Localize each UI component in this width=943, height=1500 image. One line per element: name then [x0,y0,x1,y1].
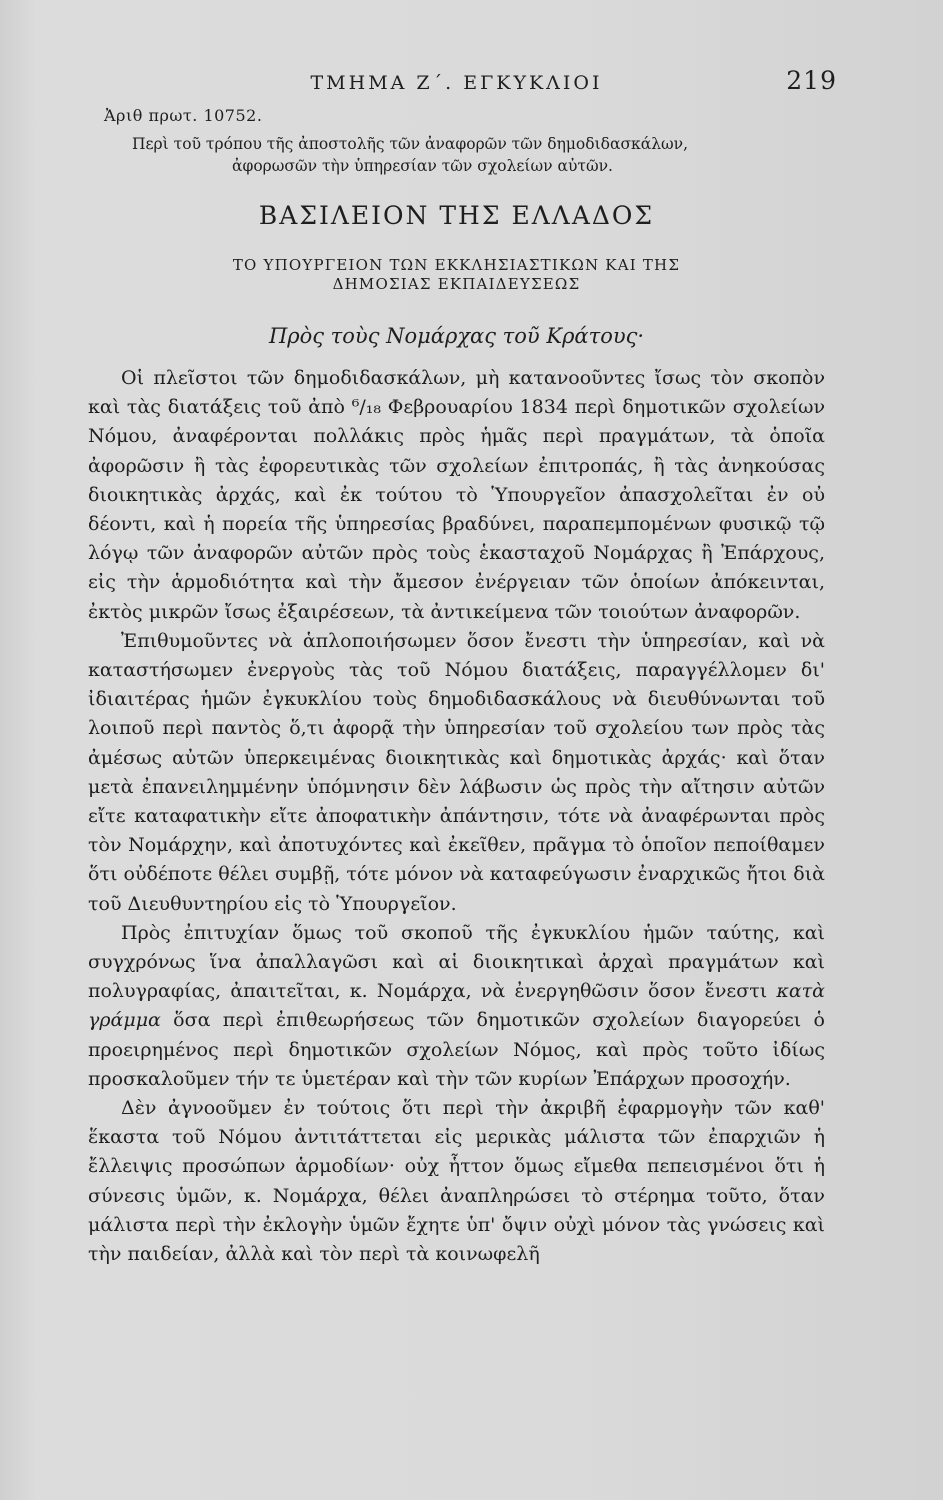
protocol-number: Ἀριθ πρωτ. 10752. [104,106,263,125]
subject-line-2: ἀφορωσῶν τὴν ὑπηρεσίαν τῶν σχολείων αὐτῶν. [232,157,613,175]
running-head [88,62,837,102]
paragraph-3 [88,919,825,1094]
ministry-line-2: ΔΗΜΟΣΙΑΣ ΕΚΠΑΙΔΕΥΣΕΩΣ [332,275,581,293]
circular-body [88,364,825,1269]
addressee-line: Πρὸς τοὺς Νομάρχας τοῦ Κράτους· [268,324,645,348]
page-number: 219 [786,66,837,95]
kingdom-heading: ΒΑΣΙΛΕΙΟΝ ΤΗΣ ΕΛΛΑΔΟΣ [258,201,655,230]
subject-line-1: Περὶ τοῦ τρόπου τῆς ἀποστολῆς τῶν ἀναφορῶν τῶν δημοδιδασκάλων, [132,135,689,153]
running-title: ΤΜΗΜΑ Ζ΄. ΕΓΚΥΚΛΙΟΙ [310,72,603,94]
paragraph-2: Ἐπιθυμοῦντες νὰ ἁπλοποιήσωμεν ὅσον ἔνεστι τὴν ὑπηρεσίαν, καὶ νὰ καταστήσωμεν ἐνεργοὺς τὰς τοῦ Νόμου διατάξεις, παραγγέλλομεν δι' ἰδιαιτέρας ἡμῶν ἐγκυκλίου τοὺς δημοδιδασκάλους νὰ διευθύνωνται τοῦ λοιποῦ περὶ παντὸς ὅ,τι ἀφορᾷ τὴν ὑπηρεσίαν τοῦ σχολείου των πρὸς τὰς ἀμέσως αὐτῶν ὑπερκειμένας διοικητικὰς καὶ δημοτικὰς ἀρχάς· καὶ ὅταν μετὰ ἐπανειλημμένην ὑπόμνησιν δὲν λάβωσιν ὡς πρὸς τὴν αἴτησιν αὐτῶν εἴτε καταφατικὴν εἴτε ἀποφατικὴν ἀπάντησιν, τότε νὰ ἀναφέρωνται πρὸς τὸν Νομάρχην, καὶ ἀποτυχόντες καὶ ἐκεῖθεν, πρᾶγμα τὸ ὁποῖον πεποίθαμεν ὅτι οὐδέποτε θέλει συμβῇ, τότε μόνον νὰ καταφεύγωσιν ἐναρχικῶς ἤτοι διὰ τοῦ Διευθυντηρίου εἰς τὸ Ὑπουργεῖον. [88,629,825,915]
paragraph-3-italic: κατὰ γράμμα [88,980,825,1032]
subject-line [132,133,825,177]
paragraph-4: Δὲν ἀγνοοῦμεν ἐν τούτοις ὅτι περὶ τὴν ἀκριβῆ ἐφαρμογὴν τῶν καθ' ἕκαστα τοῦ Νόμου ἀντιτάττεται εἰς μερικὰς μάλιστα τῶν ἐπαρχιῶν ἡ ἔλλειψις προσώπων ἁρμοδίων· οὐχ ἧττον ὅμως εἴμεθα πεπεισμένοι ὅτι ἡ σύνεσις ὑμῶν, κ. Νομάρχα, θέλει ἀναπληρώσει τὸ στέρημα τοῦτο, ὅταν μάλιστα περὶ τὴν ἐκλογὴν ὑμῶν ἔχητε ὑπ' ὄψιν οὐχὶ μόνον τὰς γνώσεις καὶ τὴν παιδείαν, ἀλλὰ καὶ τὸν περὶ τὰ κοινωφελῆ [88,1097,825,1266]
paragraph-3-part-2: ὅσα περὶ ἐπιθεωρήσεως τῶν δημοτικῶν σχολείων διαγορεύει ὁ προειρημένος περὶ δημοτικῶν σχολείων Νόμος, καὶ πρὸς τοῦτο ἰδίως προσκαλοῦμεν τήν τε ὑμετέραν καὶ τὴν τῶν κυρίων Ἐπάρχων προσοχήν. [88,1009,825,1090]
paragraph-3-part-1: Πρὸς ἐπιτυχίαν ὅμως τοῦ σκοποῦ τῆς ἐγκυκλίου ἡμῶν ταύτης, καὶ συγχρόνως ἵνα ἀπαλλαγῶσι καὶ αἱ διοικητικαὶ ἀρχαὶ πραγμάτων καὶ πολυγραφίας, ἀπαιτεῖται, κ. Νομάρχα, νὰ ἐνεργηθῶσιν ὅσον ἔνεστι [88,921,825,1003]
paragraph-1: Οἱ πλεῖστοι τῶν δημοδιδασκάλων, μὴ κατανοοῦντες ἴσως τὸν σκοπὸν καὶ τὰς διατάξεις τοῦ ἀπὸ ⁶/₁₈ Φεβρουαρίου 1834 περὶ δημοτικῶν σχολείων Νόμου, ἀναφέρονται πολλάκις πρὸς ἡμᾶς περὶ πραγμάτων, τὰ ὁποῖα ἀφορῶσιν ἢ τὰς ἐφορευτικὰς τῶν σχολείων ἐπιτροπάς, ἢ τὰς ἀνηκούσας διοικητικὰς ἀρχάς, καὶ ἐκ τούτου τὸ Ὑπουργεῖον ἀπασχολεῖται ἐν οὐ δέοντι, καὶ ἡ πορεία τῆς ὑπηρεσίας βραδύνει, παραπεμπομένων φυσικῷ τῷ λόγῳ τῶν ἀναφορῶν αὐτῶν πρὸς τοὺς ἑκασταχοῦ Νομάρχας ἢ Ἐπάρχους, εἰς τὴν ἁρμοδιότητα καὶ τὴν ἄμεσον ἐνέργειαν τῶν ὁποίων ἀπόκεινται, ἐκτὸς μικρῶν ἴσως ἐξαιρέσεων, τὰ ἀντικείμενα τῶν τοιούτων ἀναφορῶν. [88,367,825,623]
ministry-line-1: ΤΟ ΥΠΟΥΡΓΕΙΟΝ ΤΩΝ ΕΚΚΛΗΣΙΑΣΤΙΚΩΝ ΚΑΙ ΤΗΣ [232,256,681,274]
ministry-heading [88,256,825,294]
